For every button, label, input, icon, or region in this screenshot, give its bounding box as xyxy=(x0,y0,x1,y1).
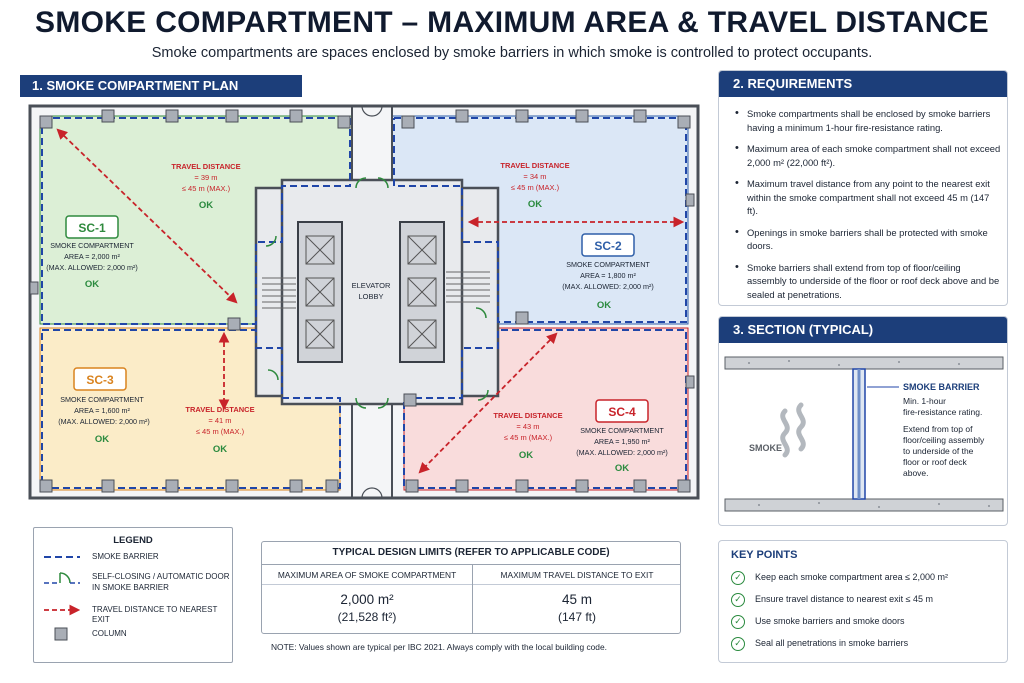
legend-panel xyxy=(33,527,233,663)
lower-slab xyxy=(725,499,1003,511)
svg-text:AREA = 1,600 m²: AREA = 1,600 m² xyxy=(74,406,130,415)
section-diagram xyxy=(719,343,1007,525)
svg-text:(MAX. ALLOWED: 2,000 m²): (MAX. ALLOWED: 2,000 m²) xyxy=(576,448,668,457)
limits-divider xyxy=(262,564,680,565)
key-points-panel: KEY POINTS ✓ Keep each smoke compartment area ≤ 2,000 m² ✓ Ensure travel distance to nearest exit ≤ 45 m ✓ Use smoke barriers and smoke doors ✓ Seal all penetrations in smoke barriers xyxy=(718,540,1008,663)
requirements-list xyxy=(735,107,1001,309)
svg-text:AREA = 1,950 m²: AREA = 1,950 m² xyxy=(594,437,650,446)
sc-2-status: OK xyxy=(596,300,612,311)
svg-text:TRAVEL DISTANCE: TRAVEL DISTANCE xyxy=(185,405,255,414)
section-title: 3. SECTION (TYPICAL) xyxy=(719,317,1007,343)
page-subtitle: Smoke compartments are spaces enclosed by smoke barriers in which smoke is controlled to protect occupants. xyxy=(151,45,873,61)
upper-slab xyxy=(725,357,1003,369)
legend-door-label-1: SELF-CLOSING / AUTOMATIC DOOR xyxy=(92,572,230,581)
elevator-lobby-label-1: ELEVATOR xyxy=(351,281,391,290)
svg-text:OK: OK xyxy=(212,444,228,455)
sc-1-label: SC-1 xyxy=(78,221,106,235)
limits-note: NOTE: Values shown are typical per IBC 2021. Always comply with the local building code. xyxy=(271,642,607,652)
svg-text:TRAVEL DISTANCE: TRAVEL DISTANCE xyxy=(171,162,241,171)
svg-text:= 41 m: = 41 m xyxy=(208,416,232,425)
limits-travel-value: 45 m xyxy=(561,592,592,607)
legend-door-label-2: IN SMOKE BARRIER xyxy=(92,583,169,592)
svg-text:OK: OK xyxy=(198,200,214,211)
svg-text:≤ 45 m (MAX.): ≤ 45 m (MAX.) xyxy=(195,427,245,436)
section-barrier-label: SMOKE BARRIER xyxy=(903,382,980,392)
requirement-item: • Maximum area of each smoke compartment shall not exceed 2,000 m² (22,000 ft²). xyxy=(735,142,1001,169)
legend-barrier-label: SMOKE BARRIER xyxy=(92,552,159,561)
limits-area-value: 2,000 m² xyxy=(340,592,394,607)
sc-1-status: OK xyxy=(84,279,100,290)
limits-col-head-area: MAXIMUM AREA OF SMOKE COMPARTMENT xyxy=(277,570,457,580)
legend-title: LEGEND xyxy=(113,535,153,546)
svg-text:(MAX. ALLOWED: 2,000 m²): (MAX. ALLOWED: 2,000 m²) xyxy=(58,417,150,426)
legend-column-label: COLUMN xyxy=(92,629,127,638)
requirement-item: • Smoke barriers shall extend from top of floor/ceiling assembly to underside of the floor or roof deck above and be sealed at penetrations. xyxy=(735,261,1001,302)
svg-text:fire-resistance rating.: fire-resistance rating. xyxy=(903,407,983,417)
check-icon: ✓ xyxy=(731,615,745,629)
svg-text:Min. 1-hour: Min. 1-hour xyxy=(903,396,946,406)
svg-text:(MAX. ALLOWED: 2,000 m²): (MAX. ALLOWED: 2,000 m²) xyxy=(562,282,654,291)
limits-divider xyxy=(262,584,680,585)
svg-text:SMOKE COMPARTMENT: SMOKE COMPARTMENT xyxy=(50,241,134,250)
requirement-item: • Openings in smoke barriers shall be protected with smoke doors. xyxy=(735,226,1001,253)
svg-text:= 39 m: = 39 m xyxy=(194,173,218,182)
svg-text:TRAVEL DISTANCE: TRAVEL DISTANCE xyxy=(500,161,570,170)
svg-text:≤ 45 m (MAX.): ≤ 45 m (MAX.) xyxy=(181,184,231,193)
svg-text:above.: above. xyxy=(903,468,929,478)
requirement-item: • Smoke compartments shall be enclosed by smoke barriers having a minimum 1-hour fire-resistance rating. xyxy=(735,107,1001,134)
legend-door-symbol xyxy=(44,573,80,583)
design-limits-table xyxy=(261,541,681,634)
legend-symbols xyxy=(34,528,234,664)
svg-text:SMOKE COMPARTMENT: SMOKE COMPARTMENT xyxy=(60,395,144,404)
smoke-icon xyxy=(783,405,804,455)
limits-travel-sub: (147 ft) xyxy=(557,610,596,624)
requirements-title: 2. REQUIREMENTS xyxy=(719,71,1007,97)
elevator-lobby-label-2: LOBBY xyxy=(358,292,384,301)
svg-text:AREA = 2,000 m²: AREA = 2,000 m² xyxy=(64,252,120,261)
check-icon: ✓ xyxy=(731,571,745,585)
sc-3-label: SC-3 xyxy=(86,373,114,387)
legend-column-symbol xyxy=(55,628,67,640)
page-title: SMOKE COMPARTMENT – MAXIMUM AREA & TRAVEL DISTANCE xyxy=(35,6,989,39)
svg-text:SMOKE COMPARTMENT: SMOKE COMPARTMENT xyxy=(566,260,650,269)
sc-2-label: SC-2 xyxy=(594,239,622,253)
sc-3-status: OK xyxy=(94,434,110,445)
plan-section-tab: 1. SMOKE COMPARTMENT PLAN xyxy=(20,75,302,97)
legend-travel-label: TRAVEL DISTANCE TO NEAREST EXIT xyxy=(92,605,218,624)
svg-text:floor or roof deck: floor or roof deck xyxy=(903,457,967,467)
requirements-panel xyxy=(718,70,1008,306)
svg-text:(MAX. ALLOWED: 2,000 m²): (MAX. ALLOWED: 2,000 m²) xyxy=(46,263,138,272)
check-icon: ✓ xyxy=(731,593,745,607)
limits-col-head-travel: MAXIMUM TRAVEL DISTANCE TO EXIT xyxy=(500,570,654,580)
floor-plan xyxy=(0,96,712,520)
svg-text:SMOKE COMPARTMENT: SMOKE COMPARTMENT xyxy=(580,426,664,435)
svg-text:≤ 45 m (MAX.): ≤ 45 m (MAX.) xyxy=(510,183,560,192)
sc-4-label: SC-4 xyxy=(608,405,636,419)
limits-area-sub: (21,528 ft²) xyxy=(337,610,397,624)
svg-text:AREA = 1,800 m²: AREA = 1,800 m² xyxy=(580,271,636,280)
check-icon: ✓ xyxy=(731,637,745,651)
sc-4-status: OK xyxy=(614,463,630,474)
svg-text:= 43 m: = 43 m xyxy=(516,422,540,431)
svg-text:floor/ceiling assembly: floor/ceiling assembly xyxy=(903,435,985,445)
key-points-title: KEY POINTS xyxy=(731,549,798,561)
limits-title: TYPICAL DESIGN LIMITS (REFER TO APPLICABLE CODE) xyxy=(332,547,610,558)
section-panel xyxy=(718,316,1008,526)
section-smoke-label: SMOKE xyxy=(749,443,783,453)
svg-text:Extend from top of: Extend from top of xyxy=(903,424,973,434)
svg-text:to underside of the: to underside of the xyxy=(903,446,974,456)
svg-text:≤ 45 m (MAX.): ≤ 45 m (MAX.) xyxy=(503,433,553,442)
requirement-item: • Maximum travel distance from any point to the nearest exit within the smoke compartment shall not exceed 45 m (147 ft). xyxy=(735,177,1001,218)
svg-text:TRAVEL DISTANCE: TRAVEL DISTANCE xyxy=(493,411,563,420)
svg-text:OK: OK xyxy=(518,450,534,461)
svg-text:OK: OK xyxy=(527,199,543,210)
svg-text:= 34 m: = 34 m xyxy=(523,172,547,181)
